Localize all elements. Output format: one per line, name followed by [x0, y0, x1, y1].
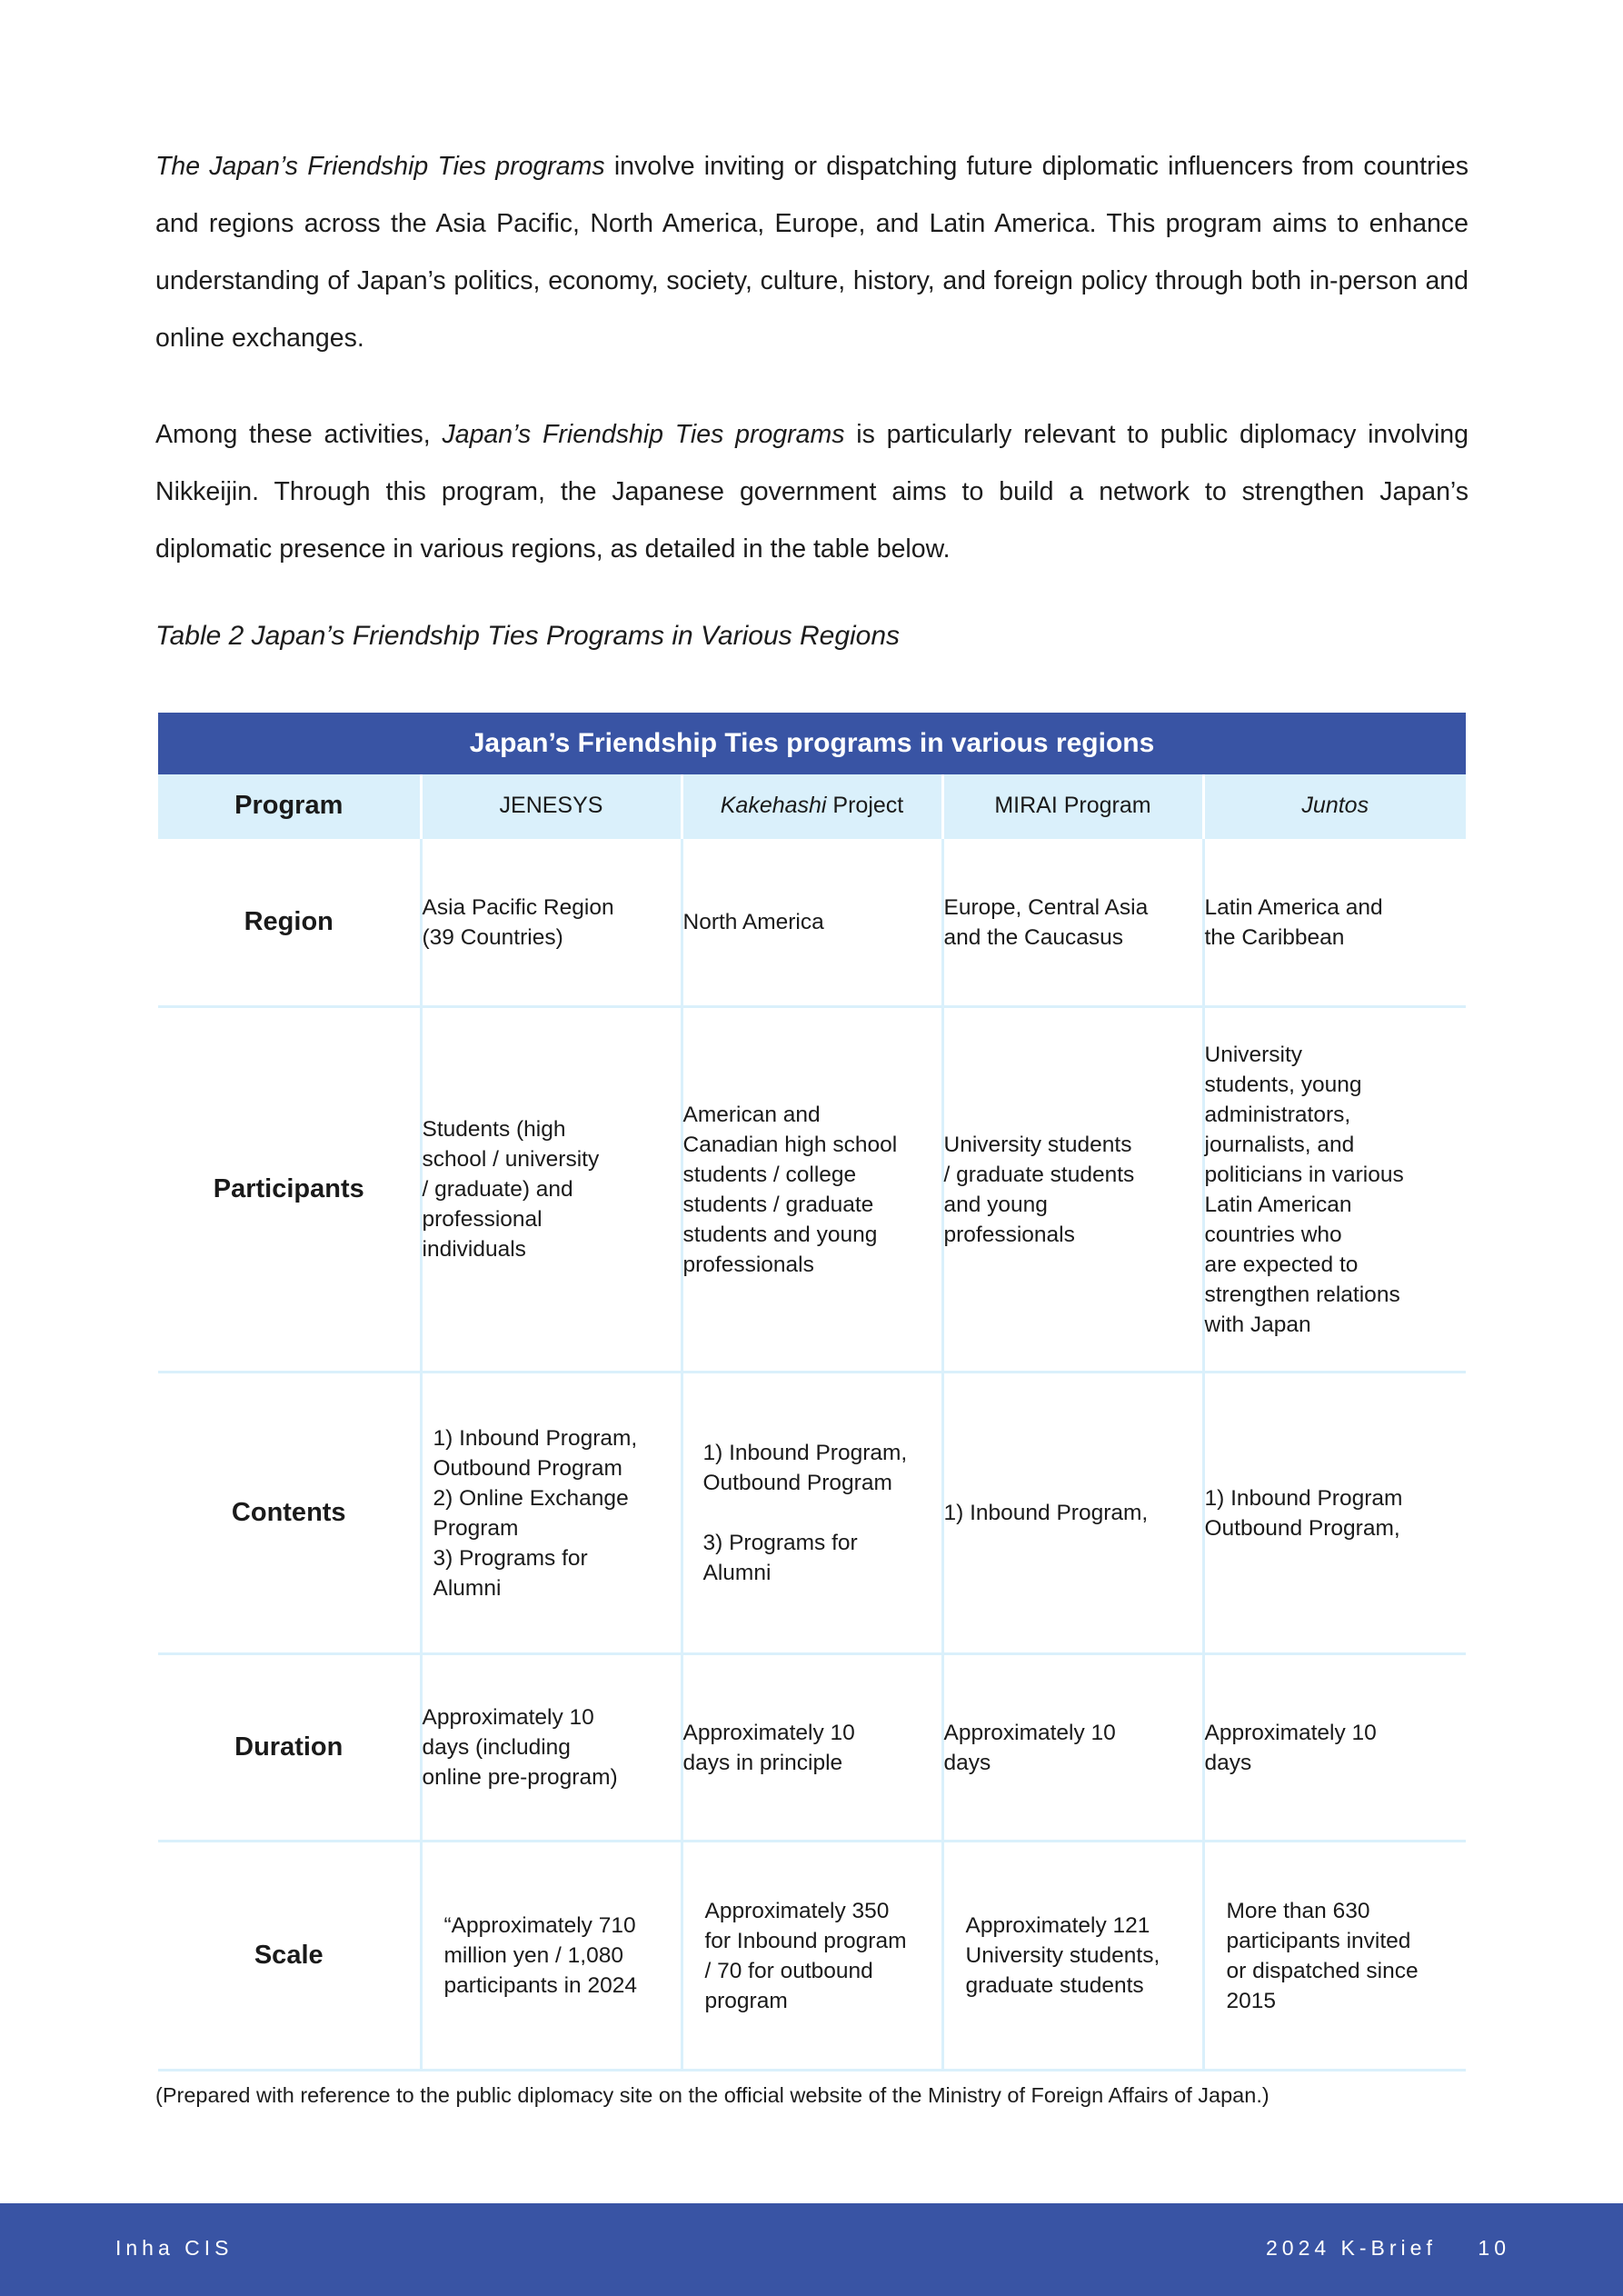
- table-cell: 1) Inbound Program,: [942, 1373, 1203, 1654]
- source-note: (Prepared with reference to the public diplomacy site on the official website of the Ministry of Foreign Affairs of Japan.): [155, 2083, 1270, 2107]
- intro-text: involve inviting or dispatching future diplomatic influencers from countries and regions across the Asia Pacific, North America, Europe, and Latin America. This program aims to enhance understanding of Japan’s politics, economy, society, culture, history, and foreign policy through both in-person and online exchanges.: [155, 152, 1469, 353]
- footer-publisher: Inha CIS: [115, 2236, 234, 2260]
- row-label: Region: [158, 838, 421, 1007]
- header-juntos: Juntos: [1203, 774, 1466, 838]
- table-cell: Approximately 10 days (including online pre-program): [421, 1654, 682, 1842]
- page-footer: [0, 2203, 1623, 2296]
- table-cell: Students (high school / university / graduate) and professional individuals: [421, 1007, 682, 1373]
- table-cell: Approximately 10 days: [942, 1654, 1203, 1842]
- header-kakehashi-italic: Kakehashi: [720, 792, 827, 818]
- table-cell: Approximately 350 for Inbound program / 70 for outbound program: [682, 1842, 942, 2071]
- table-cell: Europe, Central Asia and the Caucasus: [942, 838, 1203, 1007]
- table-banner: Japan’s Friendship Ties programs in various regions: [158, 713, 1466, 774]
- table-row-region: [158, 838, 1466, 1007]
- intro-text: Among these activities,: [155, 420, 443, 449]
- row-label: Contents: [158, 1373, 421, 1654]
- table-cell: North America: [682, 838, 942, 1007]
- table-cell: Approximately 10 days in principle: [682, 1654, 942, 1842]
- program-title-italic: Japan’s Friendship Ties programs: [442, 420, 845, 449]
- table-cell: University students, young administrators, journalists, and politicians in various Latin American countries who are expected to strengthen relations with Japan: [1203, 1007, 1466, 1373]
- header-kakehashi: [682, 774, 942, 838]
- table-cell: “Approximately 710 million yen / 1,080 participants in 2024: [421, 1842, 682, 2071]
- table-caption: Table 2 Japan’s Friendship Ties Programs in Various Regions: [155, 621, 901, 651]
- intro-text: is particularly relevant to public diplomacy involving Nikkeijin. Through this program, the Japanese government aims to build a network to strengthen Japan’s diplomatic presence in various regions, as detailed in the table below.: [155, 420, 1469, 564]
- header-jenesys: JENESYS: [421, 774, 682, 838]
- intro-paragraph-2: [155, 406, 1469, 578]
- table-row-contents: [158, 1373, 1466, 1654]
- row-label: Scale: [158, 1842, 421, 2071]
- row-label: Duration: [158, 1654, 421, 1842]
- table-cell: Approximately 10 days: [1203, 1654, 1466, 1842]
- table-cell: Approximately 121 University students, graduate students: [942, 1842, 1203, 2071]
- program-title-italic: The Japan’s Friendship Ties programs: [155, 152, 605, 181]
- table-row-scale: [158, 1842, 1466, 2071]
- table-cell: American and Canadian high school students / college students / graduate students and young professionals: [682, 1007, 942, 1373]
- table-header-row: [158, 774, 1466, 838]
- footer-page-info: 2024 K-Brief 10: [1266, 2236, 1510, 2260]
- programs-table: [158, 713, 1466, 2071]
- table-cell: 1) Inbound Program, Outbound Program 3) Programs for Alumni: [682, 1373, 942, 1654]
- header-program-label: Program: [158, 774, 421, 838]
- table-cell: 1) Inbound Program Outbound Program,: [1203, 1373, 1466, 1654]
- row-label: Participants: [158, 1007, 421, 1373]
- table-cell: 1) Inbound Program, Outbound Program 2) Online Exchange Program 3) Programs for Alumni: [421, 1373, 682, 1654]
- table-cell: Latin America and the Caribbean: [1203, 838, 1466, 1007]
- table-cell: Asia Pacific Region (39 Countries): [421, 838, 682, 1007]
- table-cell: University students / graduate students and young professionals: [942, 1007, 1203, 1373]
- header-mirai: MIRAI Program: [942, 774, 1203, 838]
- table-row-participants: [158, 1007, 1466, 1373]
- table-cell: More than 630 participants invited or dispatched since 2015: [1203, 1842, 1466, 2071]
- table-row-duration: [158, 1654, 1466, 1842]
- header-kakehashi-rest: Project: [826, 792, 904, 818]
- intro-paragraph-1: [155, 138, 1469, 367]
